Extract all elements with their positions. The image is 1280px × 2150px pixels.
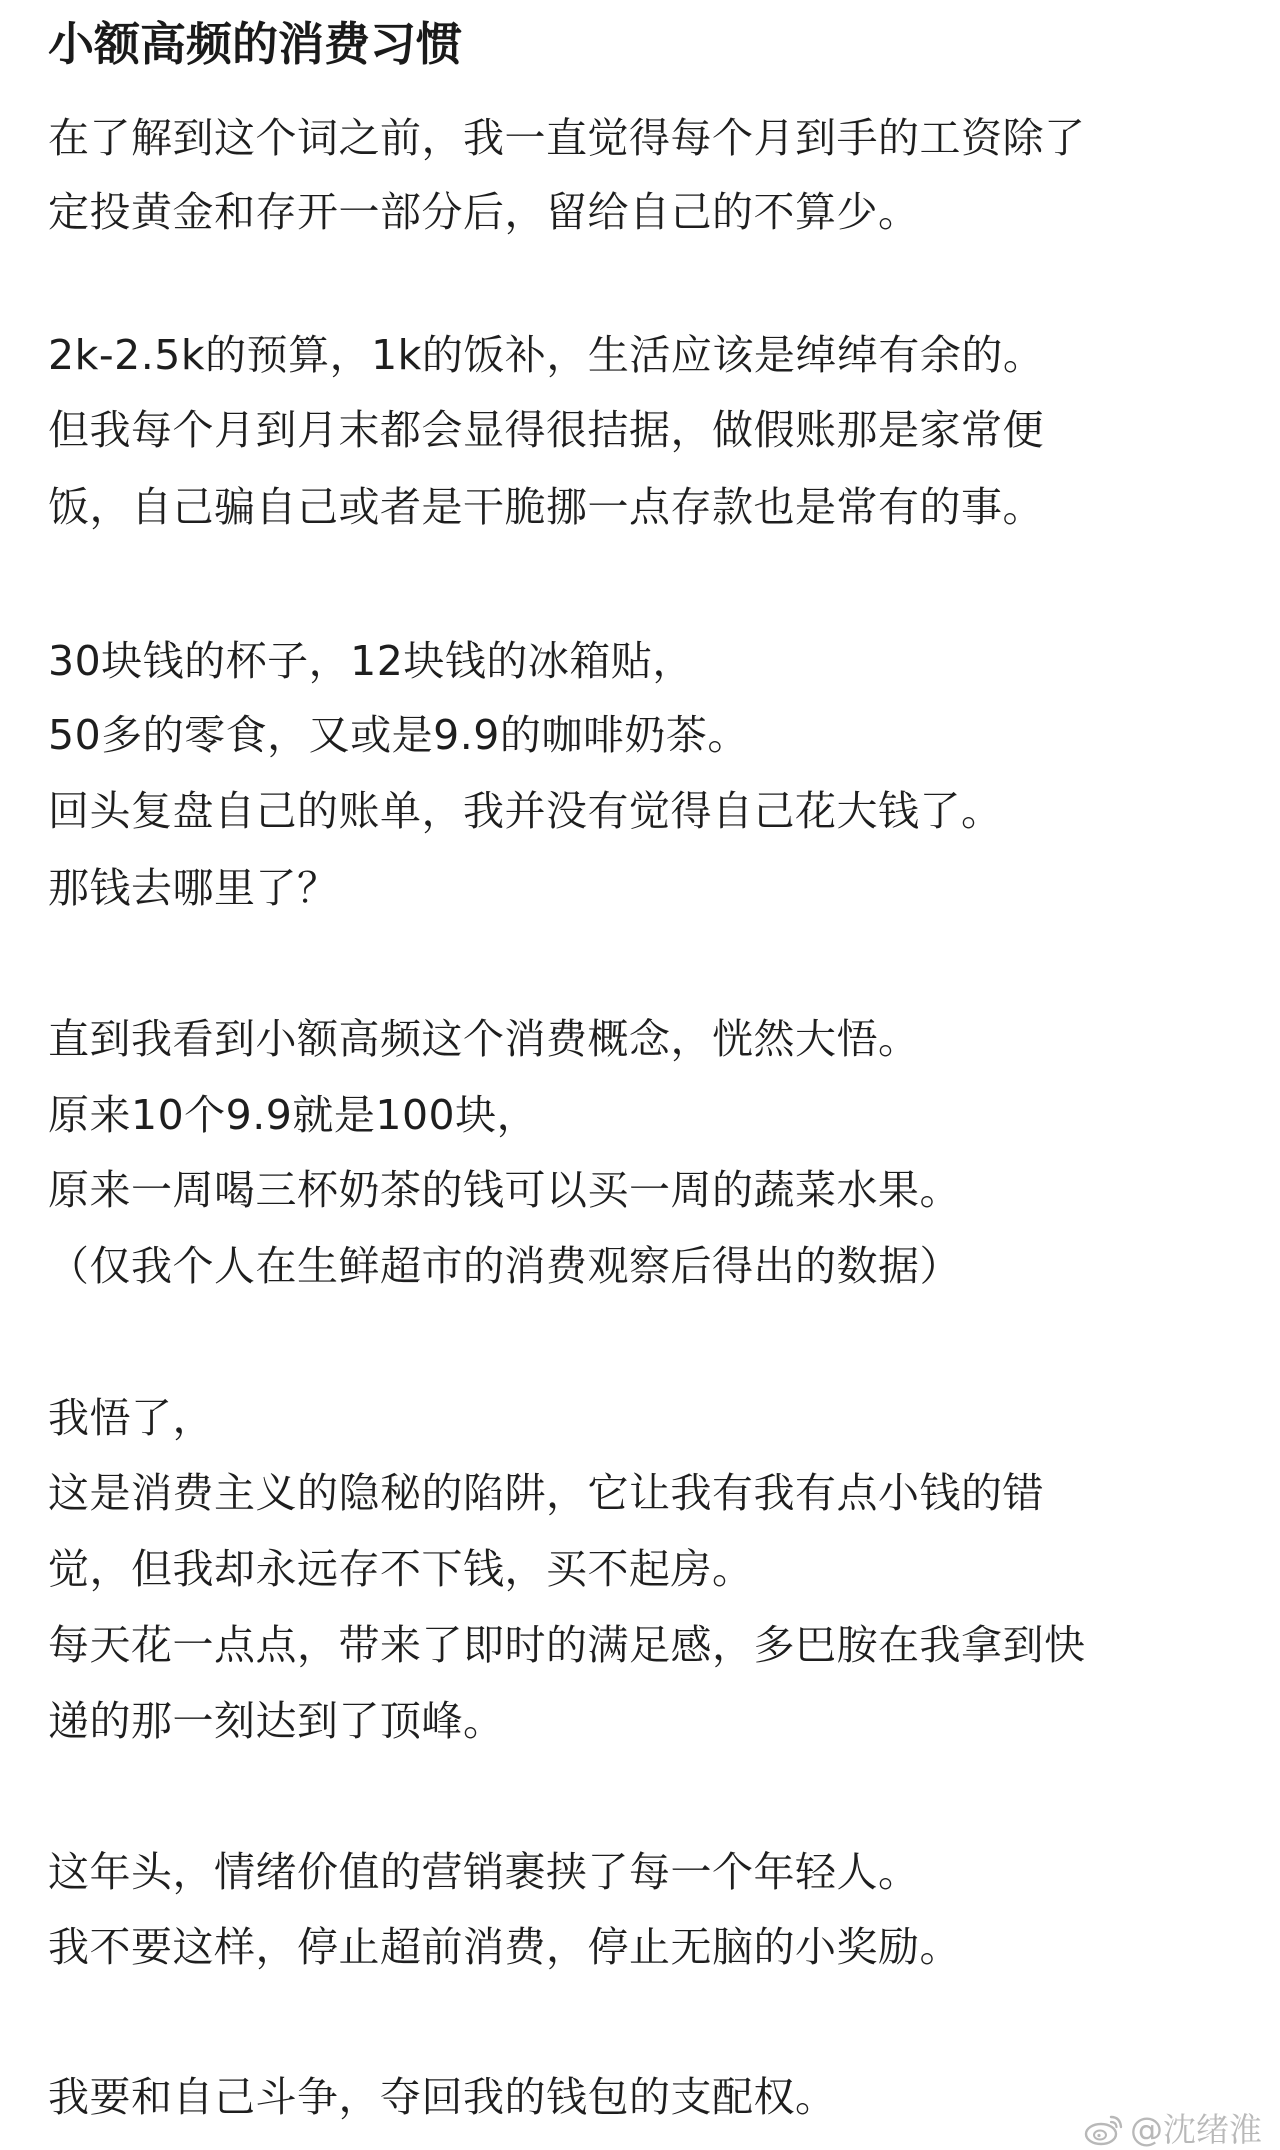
paragraph-line: （仅我个人在生鲜超市的消费观察后得出的数据） [48, 1242, 961, 1290]
paragraph-line: 原来10个9.9就是100块， [48, 1091, 539, 1139]
paragraph-line: 50多的零食，又或是9.9的咖啡奶茶。 [48, 711, 749, 759]
paragraph-line: 直到我看到小额高频这个消费概念，恍然大悟。 [48, 1015, 920, 1063]
paragraph-line: 这是消费主义的隐秘的陷阱，它让我有我有点小钱的错 [48, 1469, 1044, 1517]
paragraph-line: 定投黄金和存开一部分后，留给自己的不算少。 [48, 188, 920, 236]
paragraph-line: 30块钱的杯子，12块钱的冰箱贴， [48, 637, 694, 685]
paragraph-line: 我不要这样，停止超前消费，停止无脑的小奖励。 [48, 1923, 961, 1971]
weibo-icon [1084, 2113, 1124, 2147]
paragraph-line: 每天花一点点，带来了即时的满足感，多巴胺在我拿到快 [48, 1621, 1086, 1669]
paragraph-line: 但我每个月到月末都会显得很拮据，做假账那是家常便 [48, 406, 1044, 454]
paragraph-line: 我要和自己斗争，夺回我的钱包的支配权。 [48, 2073, 837, 2121]
paragraph-line: 我悟了， [48, 1394, 214, 1442]
paragraph-line: 回头复盘自己的账单，我并没有觉得自己花大钱了。 [48, 787, 1003, 835]
paragraph-line: 这年头，情绪价值的营销裹挟了每一个年轻人。 [48, 1848, 920, 1896]
post-title: 小额高频的消费习惯 [48, 17, 462, 71]
weibo-watermark [1084, 2112, 1262, 2148]
paragraph-line: 递的那一刻达到了顶峰。 [48, 1697, 505, 1745]
watermark-author: @沈绪淮 [1130, 2110, 1262, 2149]
paragraph-line: 那钱去哪里了？ [48, 864, 339, 912]
paragraph-line: 在了解到这个词之前，我一直觉得每个月到手的工资除了 [48, 114, 1086, 162]
paragraph-line: 原来一周喝三杯奶茶的钱可以买一周的蔬菜水果。 [48, 1166, 961, 1214]
paragraph-line: 觉，但我却永远存不下钱，买不起房。 [48, 1545, 754, 1593]
paragraph-line: 2k-2.5k的预算，1k的饭补，生活应该是绰绰有余的。 [48, 331, 1045, 379]
paragraph-line: 饭，自己骗自己或者是干脆挪一点存款也是常有的事。 [48, 483, 1044, 531]
